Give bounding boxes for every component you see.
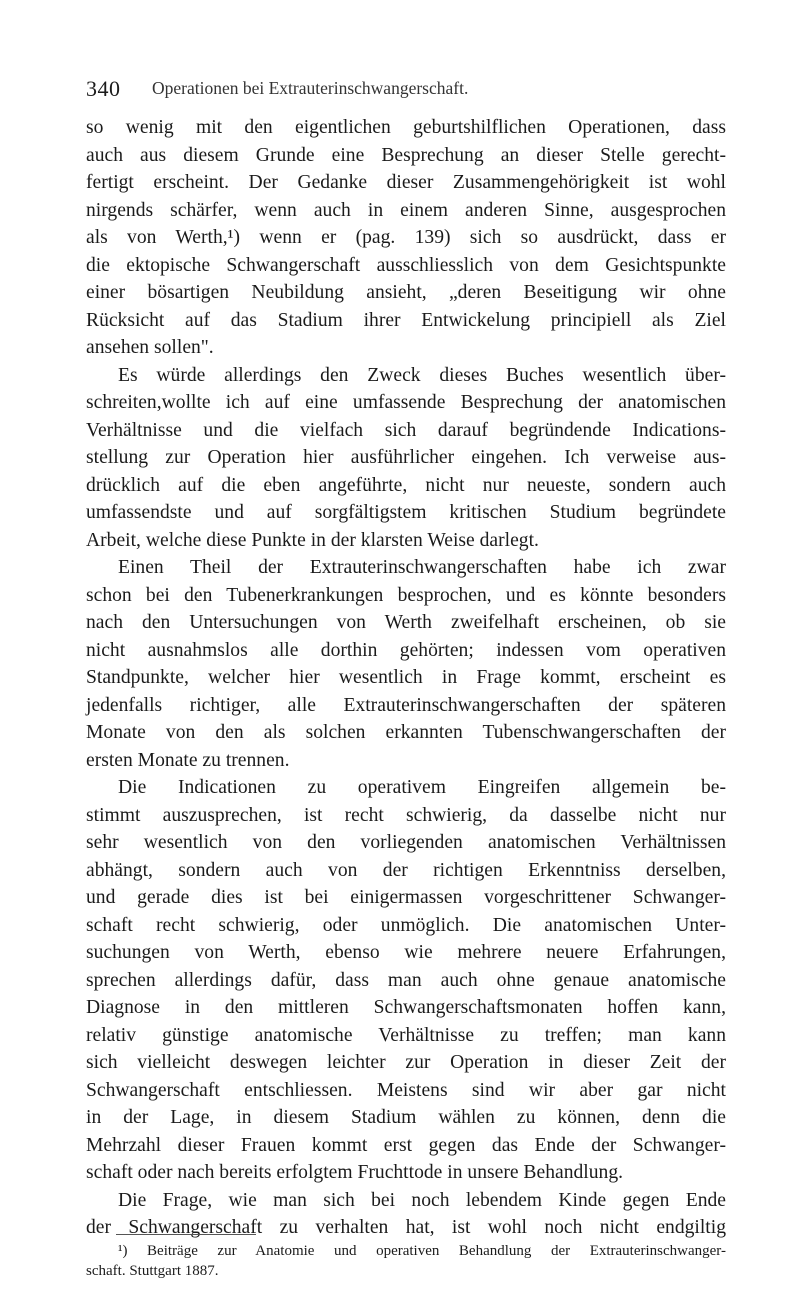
text-line: nach den Untersuchungen von Werth zweifelhaft erscheinen, ob sie bbox=[86, 612, 726, 633]
text-line: schaft recht schwierig, oder unmöglich. Die anatomischen Unter- bbox=[86, 914, 726, 936]
text-line: Die Frage, wie man sich bei noch lebendem Kinde gegen Ende bbox=[118, 1189, 726, 1211]
text-line: Einen Theil der Extrauterinschwangerschaften habe ich zwar bbox=[118, 557, 726, 578]
footnote-line: ¹) Beiträge zur Anatomie und operativen Behandlung der Extrauterinschwanger- bbox=[118, 1243, 726, 1259]
text-line: ansehen sollen". bbox=[86, 337, 214, 358]
text-line: Mehrzahl dieser Frauen kommt erst gegen das Ende der Schwanger- bbox=[86, 1134, 726, 1156]
text-line: drücklich auf die eben angeführte, nicht nur neueste, sondern auch bbox=[86, 474, 726, 496]
text-line: fertigt erscheint. Der Gedanke dieser Zusammengehörigkeit ist wohl bbox=[86, 172, 726, 193]
footnote-line: schaft. Stuttgart 1887. bbox=[86, 1263, 219, 1279]
footnote-area bbox=[86, 1234, 726, 1281]
text-line: die ektopische Schwangerschaft ausschliesslich von dem Gesichtspunkte bbox=[86, 254, 726, 276]
text-line: und gerade dies ist bei einigermassen vorgeschrittener Schwanger- bbox=[86, 887, 726, 908]
text-line: in der Lage, in diesem Stadium wählen zu können, denn die bbox=[86, 1107, 726, 1128]
text-line: sehr wesentlich von den vorliegenden anatomischen Verhältnissen bbox=[86, 832, 726, 853]
text-line: abhängt, sondern auch von der richtigen Erkenntniss derselben, bbox=[86, 859, 726, 881]
text-line: auch aus diesem Grunde eine Besprechung an dieser Stelle gerecht- bbox=[86, 144, 726, 166]
running-title: Operationen bei Extrauterinschwangerschaft. bbox=[152, 78, 469, 98]
text-line: Rücksicht auf das Stadium ihrer Entwickelung principiell als Ziel bbox=[86, 309, 726, 331]
text-line: als von Werth,¹) wenn er (pag. 139) sich so ausdrückt, dass er bbox=[86, 227, 726, 248]
text-line: schaft oder nach bereits erfolgtem Fruchttode in unsere Behandlung. bbox=[86, 1162, 624, 1183]
text-line: Arbeit, welche diese Punkte in der klarsten Weise darlegt. bbox=[86, 529, 539, 551]
text-line: Verhältnisse und die vielfach sich darauf begründende Indications- bbox=[86, 419, 726, 441]
text-line: Schwangerschaft entschliessen. Meistens sind wir aber gar nicht bbox=[86, 1079, 726, 1101]
text-line: der Schwangerschaft zu verhalten hat, ist wohl noch nicht endgiltig bbox=[86, 1217, 726, 1238]
text-line: Standpunkte, welcher hier wesentlich in Frage kommt, erscheint es bbox=[86, 667, 726, 688]
footnote-rule bbox=[116, 1234, 256, 1235]
page-header bbox=[86, 76, 726, 106]
text-line: Die Indicationen zu operativem Eingreifen allgemein be- bbox=[118, 777, 726, 798]
body-text bbox=[86, 114, 726, 1242]
text-line: ersten Monate zu trennen. bbox=[86, 749, 290, 771]
text-line: so wenig mit den eigentlichen geburtshilflichen Operationen, dass bbox=[86, 117, 726, 138]
text-line: nicht ausnahmslos alle dorthin gehörten; indessen vom operativen bbox=[86, 639, 726, 661]
text-line: Diagnose in den mittleren Schwangerschaftsmonaten hoffen kann, bbox=[86, 997, 726, 1018]
text-line: stellung zur Operation hier ausführlicher eingehen. Ich verweise aus- bbox=[86, 447, 726, 468]
text-line: schon bei den Tubenerkrankungen besprochen, und es könnte besonders bbox=[86, 584, 726, 606]
text-line: suchungen von Werth, ebenso wie mehrere neuere Erfahrungen, bbox=[86, 942, 726, 963]
text-line: sprechen allerdings dafür, dass man auch ohne genaue anatomische bbox=[86, 969, 726, 991]
text-line: sich vielleicht deswegen leichter zur Operation in dieser Zeit der bbox=[86, 1052, 726, 1073]
text-line: umfassendste und auf sorgfältigstem kritischen Studium begründete bbox=[86, 502, 726, 523]
text-line: schreiten,wollte ich auf eine umfassende Besprechung der anatomischen bbox=[86, 392, 726, 413]
text-line: relativ günstige anatomische Verhältnisse zu treffen; man kann bbox=[86, 1024, 726, 1046]
page-number: 340 bbox=[86, 76, 121, 101]
text-line: einer bösartigen Neubildung ansieht, „deren Beseitigung wir ohne bbox=[86, 282, 726, 303]
text-line: Es würde allerdings den Zweck dieses Buches wesentlich über- bbox=[118, 364, 726, 386]
text-line: Monate von den als solchen erkannten Tubenschwangerschaften der bbox=[86, 722, 726, 743]
text-line: stimmt auszusprechen, ist recht schwierig, da dasselbe nicht nur bbox=[86, 804, 726, 826]
text-line: nirgends schärfer, wenn auch in einem anderen Sinne, ausgesprochen bbox=[86, 199, 726, 221]
text-line: jedenfalls richtiger, alle Extrauterinschwangerschaften der späteren bbox=[86, 694, 726, 716]
